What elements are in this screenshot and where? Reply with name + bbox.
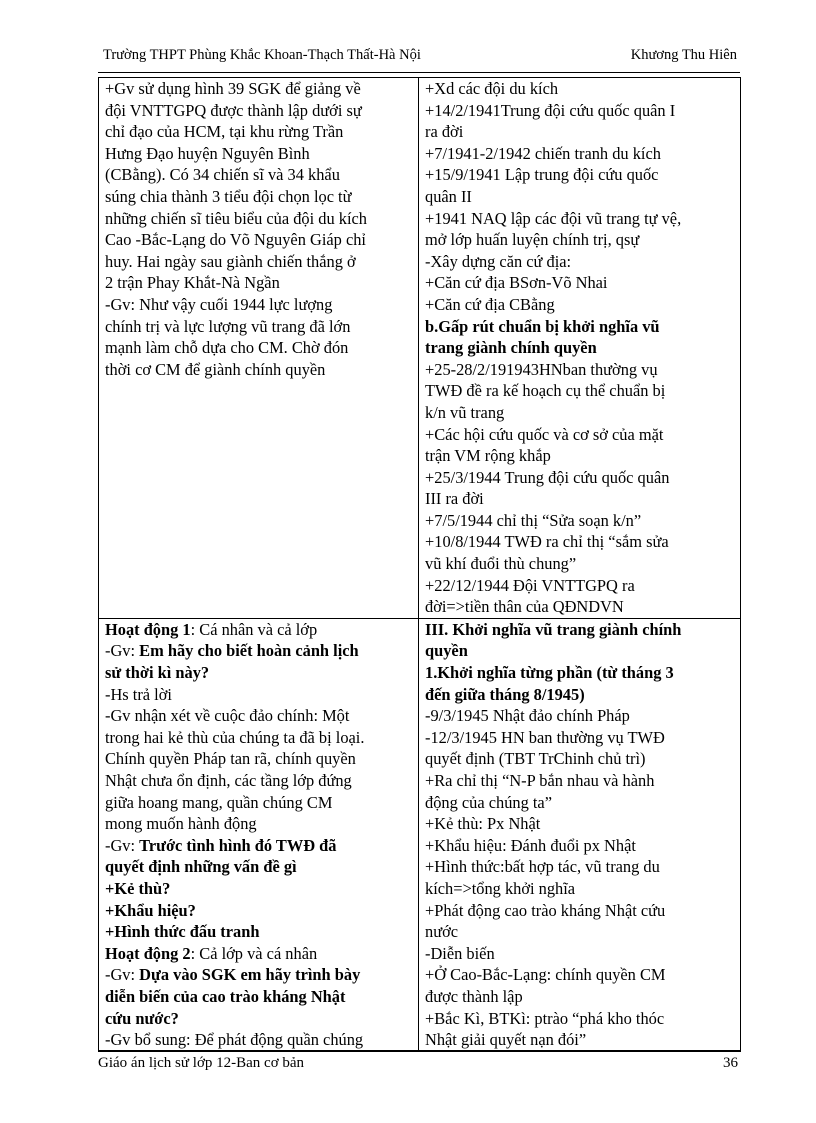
text-line: đời=>tiền thân của QĐNDVN: [425, 597, 624, 617]
text-line: +Khẩu hiệu?: [105, 900, 196, 920]
text-line: -Hs trả lời: [105, 684, 172, 704]
table-row: [99, 618, 741, 1051]
teacher-activity-cell: [99, 618, 419, 1051]
text-line: +Phát động cao trào kháng Nhật cứu: [425, 900, 666, 920]
text-line: mở lớp huấn luyện chính trị, qsự: [425, 230, 640, 250]
text-line: k/n vũ trang: [425, 402, 505, 422]
text-line: trong hai kẻ thù của chúng ta đã bị loại.: [105, 727, 365, 747]
footer-divider: [98, 1050, 740, 1051]
text-line: +Gv sử dụng hình 39 SGK để giảng về: [105, 79, 361, 98]
text-line: vũ khí đuổi thù chung”: [425, 554, 577, 574]
text-line: III ra đời: [425, 489, 484, 509]
text-line: 2 trận Phay Khắt-Nà Ngần: [105, 273, 280, 293]
text-line: +7/5/1944 chỉ thị “Sửa soạn k/n”: [425, 510, 642, 530]
text-line: trận VM rộng khắp: [425, 446, 551, 466]
text-line: b.Gấp rút chuẩn bị khởi nghĩa vũ: [425, 316, 660, 336]
text-line: +Hình thức:bất hợp tác, vũ trang du: [425, 857, 660, 877]
question-line: -Gv: Em hãy cho biết hoàn cảnh lịch: [105, 641, 359, 661]
text-line: +Bắc Kì, BTKì: ptrào “phá kho thóc: [425, 1008, 665, 1028]
question-line: diễn biến của cao trào kháng Nhật: [105, 986, 346, 1006]
header-divider: [98, 72, 740, 73]
content-cell: [419, 618, 741, 1051]
text-line: được thành lập: [425, 986, 523, 1006]
text-line: mạnh làm chỗ dựa cho CM. Chờ đón: [105, 338, 349, 358]
text-line: động của chúng ta”: [425, 792, 552, 812]
section-title: III. Khởi nghĩa vũ trang giành chính: [425, 619, 682, 639]
text-line: mong muốn hành động: [105, 814, 257, 834]
text-line: huy. Hai ngày sau giành chiến thắng ở: [105, 251, 356, 271]
page-number: 36: [723, 1055, 738, 1071]
text-line: +Kẻ thù?: [105, 878, 171, 898]
text-line: nước: [425, 922, 459, 942]
content-cell: [419, 78, 741, 619]
text-line: chỉ đạo của HCM, tại khu rừng Trần: [105, 122, 344, 142]
text-line: +Ra chỉ thị “N-P bắn nhau và hành: [425, 771, 655, 790]
table-row: [99, 78, 741, 619]
text-line: ra đời: [425, 122, 464, 142]
text-line: +1941 NAQ lập các đội vũ trang tự vệ,: [425, 208, 682, 228]
section-title: quyền: [425, 641, 468, 661]
subsection-title: đến giữa tháng 8/1945): [425, 684, 585, 704]
text-line: +Căn cứ địa BSơn-Võ Nhai: [425, 273, 608, 293]
question-line: quyết định những vấn đề gì: [105, 857, 297, 877]
text-line: trang giành chính quyền: [425, 338, 597, 358]
text-line: Cao -Bắc-Lạng do Võ Nguyên Giáp chỉ: [105, 230, 366, 250]
text-line: -Diễn biến: [425, 943, 495, 963]
text-line: +7/1941-2/1942 chiến tranh du kích: [425, 143, 661, 163]
text-line: những chiến sĩ tiêu biểu của đội du kích: [105, 208, 367, 228]
text-line: +Căn cứ địa CBằng: [425, 294, 555, 314]
text-line: quyết định (TBT TrChinh chủ trì): [425, 749, 646, 769]
text-line: +Khẩu hiệu: Đánh đuổi px Nhật: [425, 835, 636, 855]
document-title: Giáo án lịch sử lớp 12-Ban cơ bản: [98, 1055, 305, 1071]
question-line: sử thời kì này?: [105, 663, 210, 683]
activity-heading: Hoạt động 2: Cả lớp và cá nhân: [105, 943, 318, 963]
text-line: -12/3/1945 HN ban thường vụ TWĐ: [425, 727, 665, 747]
lesson-table: [98, 77, 741, 1052]
text-line: +10/8/1944 TWĐ ra chỉ thị “sắm sửa: [425, 532, 669, 552]
text-line: +Hình thức đấu tranh: [105, 922, 260, 942]
text-line: +Ở Cao-Bắc-Lạng: chính quyền CM: [425, 965, 666, 985]
text-line: đội VNTTGPQ được thành lập dưới sự: [105, 100, 362, 120]
page-header: [103, 47, 737, 69]
text-line: súng chia thành 3 tiểu đội chọn lọc từ: [105, 186, 352, 206]
text-line: -Gv bổ sung: Để phát động quần chúng: [105, 1030, 364, 1050]
question-line: -Gv: Trước tình hình đó TWĐ đã: [105, 835, 337, 855]
text-line: chính trị và lực lượng vũ trang đã lớn: [105, 316, 351, 336]
teacher-activity-cell: [99, 78, 419, 619]
text-line: TWĐ đề ra kế hoạch cụ thể chuẩn bị: [425, 381, 666, 401]
author-name: Khương Thu Hiên: [630, 47, 737, 63]
subsection-title: 1.Khởi nghĩa từng phần (từ tháng 3: [425, 663, 674, 683]
text-line: Chính quyền Pháp tan rã, chính quyền: [105, 749, 356, 769]
text-line: -Xây dựng căn cứ địa:: [425, 251, 572, 271]
text-line: +22/12/1944 Đội VNTTGPQ ra: [425, 575, 635, 595]
text-line: -Gv: Như vậy cuối 1944 lực lượng: [105, 294, 333, 314]
text-line: Nhật chưa ổn định, các tầng lớp đứng: [105, 771, 352, 790]
page-footer: [98, 1055, 740, 1077]
text-line: +14/2/1941Trung đội cứu quốc quân I: [425, 100, 676, 120]
text-line: -Gv nhận xét về cuộc đảo chính: Một: [105, 706, 350, 726]
text-line: Nhật giải quyết nạn đói”: [425, 1030, 587, 1050]
text-line: +Kẻ thù: Px Nhật: [425, 814, 541, 834]
school-name: Trường THPT Phùng Khắc Khoan-Thạch Thất-Hà Nội: [103, 47, 421, 63]
question-line: cứu nước?: [105, 1008, 179, 1028]
text-line: Hưng Đạo huyện Nguyên Bình: [105, 143, 310, 163]
text-line: +25/3/1944 Trung đội cứu quốc quân: [425, 467, 670, 487]
text-line: giữa hoang mang, quần chúng CM: [105, 792, 333, 812]
text-line: (CBằng). Có 34 chiến sĩ và 34 khẩu: [105, 165, 340, 185]
text-line: +Xd các đội du kích: [425, 79, 559, 98]
text-line: +25-28/2/191943HNban thường vụ: [425, 359, 658, 379]
activity-heading: Hoạt động 1: Cá nhân và cả lớp: [105, 619, 318, 639]
text-line: thời cơ CM để giành chính quyền: [105, 359, 326, 379]
text-line: -9/3/1945 Nhật đảo chính Pháp: [425, 706, 630, 726]
text-line: quân II: [425, 186, 472, 206]
text-line: +15/9/1941 Lập trung đội cứu quốc: [425, 165, 659, 185]
text-line: +Các hội cứu quốc và cơ sở của mặt: [425, 424, 664, 444]
question-line: -Gv: Dựa vào SGK em hãy trình bày: [105, 965, 361, 985]
text-line: kích=>tổng khởi nghĩa: [425, 878, 576, 898]
